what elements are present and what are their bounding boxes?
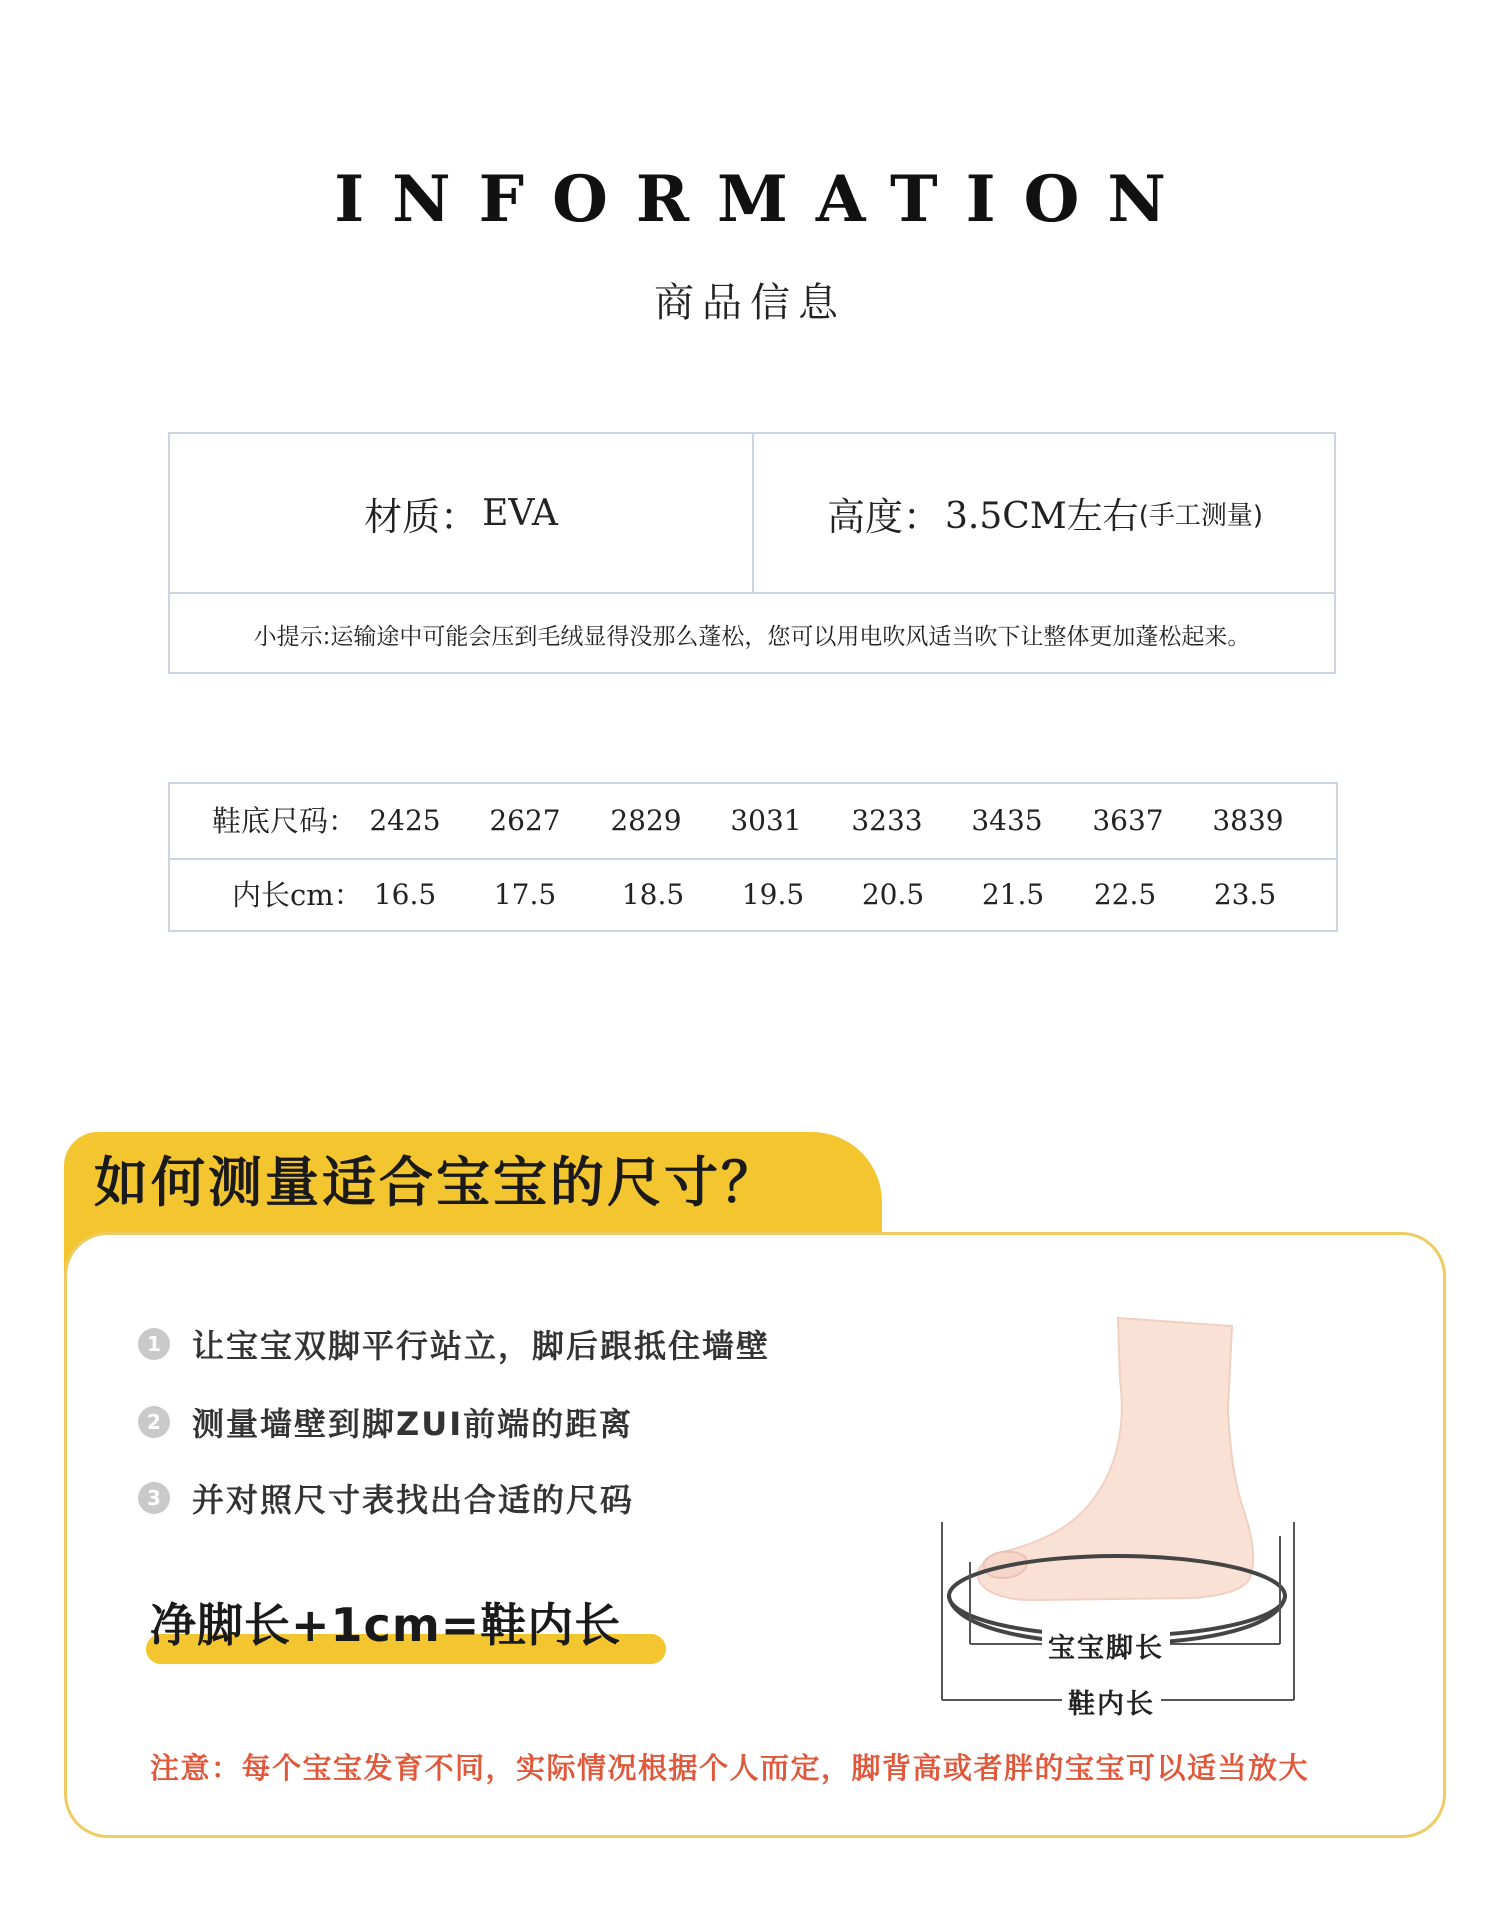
inner-length-cell: 18.5 <box>621 878 685 911</box>
inner-length-cell: 17.5 <box>493 878 557 911</box>
step-3 <box>138 1476 634 1520</box>
inner-length-cell: 16.5 <box>373 878 437 911</box>
inner-length-cell: 23.5 <box>1213 878 1277 911</box>
height-note: (手工测量) <box>1138 500 1263 531</box>
shoe-inner-length-label: 鞋内长 <box>1062 1682 1161 1721</box>
sole-size-cell: 3031 <box>730 804 802 837</box>
sole-size-cell: 3637 <box>1092 804 1164 837</box>
formula-text: 净脚长+1cm=鞋内长 <box>150 1598 622 1652</box>
sole-size-row <box>170 784 1336 858</box>
step-2 <box>138 1400 633 1444</box>
inner-length-cell: 21.5 <box>981 878 1045 911</box>
step-number-badge: 3 <box>138 1482 170 1514</box>
step-text: 让宝宝双脚平行站立，脚后跟抵住墙壁 <box>192 1327 771 1365</box>
step-text: 并对照尺寸表找出合适的尺码 <box>192 1481 635 1519</box>
inner-length-cell: 22.5 <box>1093 878 1157 911</box>
material-label: 材质： <box>364 494 479 539</box>
inner-length-label-cn: 内长 <box>232 878 291 912</box>
foot-length-label: 宝宝脚长 <box>1042 1626 1170 1665</box>
inner-length-row <box>170 858 1336 932</box>
size-table <box>168 782 1338 932</box>
material-value: EVA <box>482 492 558 534</box>
sole-size-cell: 2829 <box>610 804 682 837</box>
height-cell <box>754 434 1336 592</box>
step-1 <box>138 1322 770 1366</box>
step-number-badge: 1 <box>138 1328 170 1360</box>
sole-size-cell: 3435 <box>971 804 1043 837</box>
guide-title: 如何测量适合宝宝的尺寸？ <box>94 1151 778 1214</box>
inner-length-cell: 20.5 <box>861 878 925 911</box>
inner-length-label-unit: cm： <box>290 878 363 912</box>
material-cell <box>170 434 752 592</box>
page-subtitle: 商品信息 <box>654 280 846 326</box>
sole-size-cell: 2425 <box>369 804 441 837</box>
inner-length-label <box>232 858 363 932</box>
step-number-badge: 2 <box>138 1406 170 1438</box>
sole-size-cell: 3233 <box>851 804 923 837</box>
product-info-table <box>168 432 1336 674</box>
tip-text: 小提示:运输途中可能会压到毛绒显得没那么蓬松，您可以用电吹风适当吹下让整体更加蓬松起来。 <box>253 623 1251 650</box>
step-text: 测量墙壁到脚ZUI前端的距离 <box>192 1405 634 1443</box>
sole-size-cell: 2627 <box>489 804 561 837</box>
page-title: INFORMATION <box>334 162 1194 237</box>
height-label: 高度： <box>827 494 942 539</box>
foot-diagram <box>912 1300 1332 1720</box>
sole-size-cell: 3839 <box>1212 804 1284 837</box>
inner-length-cell: 19.5 <box>741 878 805 911</box>
note-text: 注意：每个宝宝发育不同，实际情况根据个人而定，脚背高或者胖的宝宝可以适当放大 <box>150 1751 1310 1785</box>
height-value: 3.5CM左右 <box>945 495 1139 537</box>
sole-size-label: 鞋底尺码： <box>212 804 358 838</box>
